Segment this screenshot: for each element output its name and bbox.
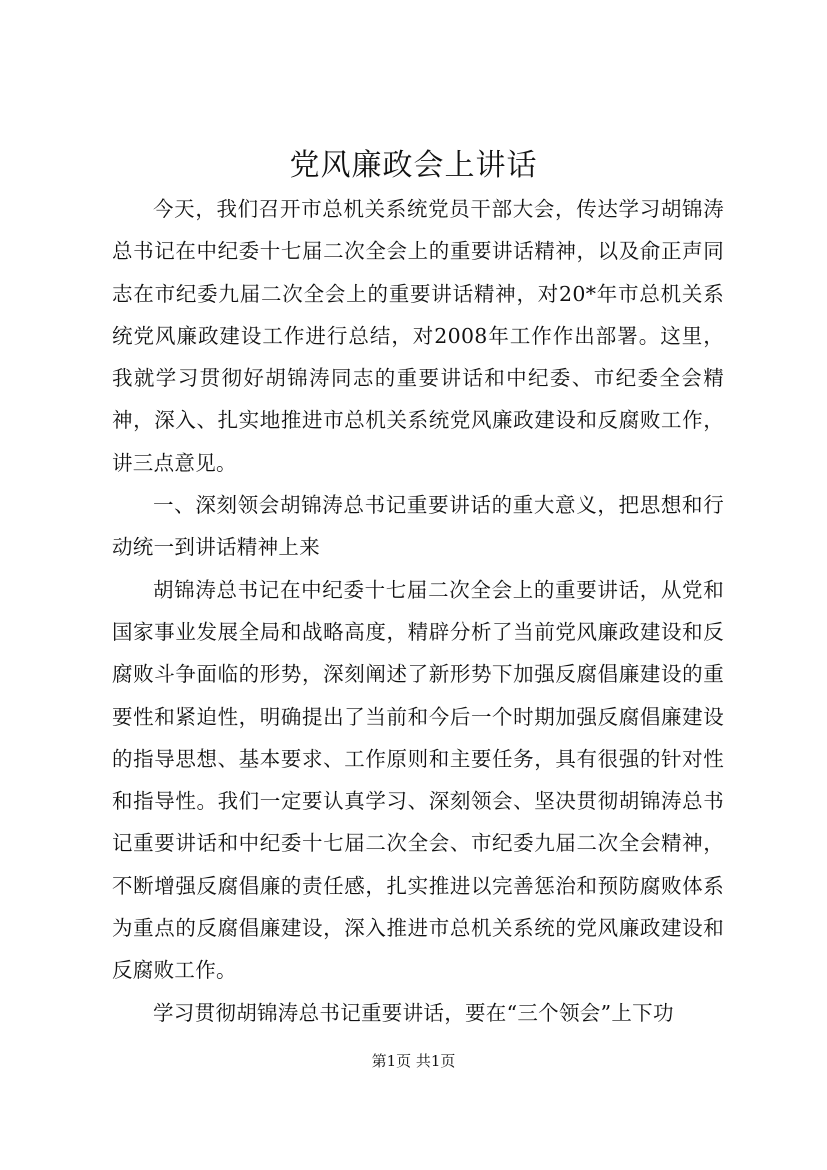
paragraph-three-understandings: 学习贯彻胡锦涛总书记重要讲话，要在“三个领会”上下功 xyxy=(153,1000,674,1025)
document-title: 党风廉政会上讲话 xyxy=(289,148,538,183)
paragraph-heading-one: 一、深刻领会胡锦涛总书记重要讲话的重大意义，把思想和行动统一到讲话精神上来 xyxy=(112,493,724,560)
page-footer: 第1页 共1页 xyxy=(371,1052,456,1070)
paragraph-intro: 今天，我们召开市总机关系统党员干部大会，传达学习胡锦涛总书记在中纪委十七届二次全会上的重要讲话精神，以及俞正声同志在市纪委九届二次全会上的重要讲话精神，对20*年市总机关系统党风廉政建设工作进行总结，对2008年工作作出部署。这里，我就学习贯彻好胡锦涛同志的重要讲话和中纪委、市纪委全会精神，深入、扎实地推进市总机关系统党风廉政建设和反腐败工作，讲三点意见。 xyxy=(112,197,724,475)
document-body xyxy=(112,188,724,1034)
paragraph-speech-significance: 胡锦涛总书记在中纪委十七届二次全会上的重要讲话，从党和国家事业发展全局和战略高度，精辟分析了当前党风廉政建设和反腐败斗争面临的形势，深刻阐述了新形势下加强反腐倡廉建设的重要性和紧迫性，明确提出了当前和今后一个时期加强反腐倡廉建设的指导思想、基本要求、工作原则和主要任务，具有很强的针对性和指导性。我们一定要认真学习、深刻领会、坚决贯彻胡锦涛总书记重要讲话和中纪委十七届二次全会、市纪委九届二次全会精神，不断增强反腐倡廉的责任感，扎实推进以完善惩治和预防腐败体系为重点的反腐倡廉建设，深入推进市总机关系统的党风廉政建设和反腐败工作。 xyxy=(112,577,724,983)
